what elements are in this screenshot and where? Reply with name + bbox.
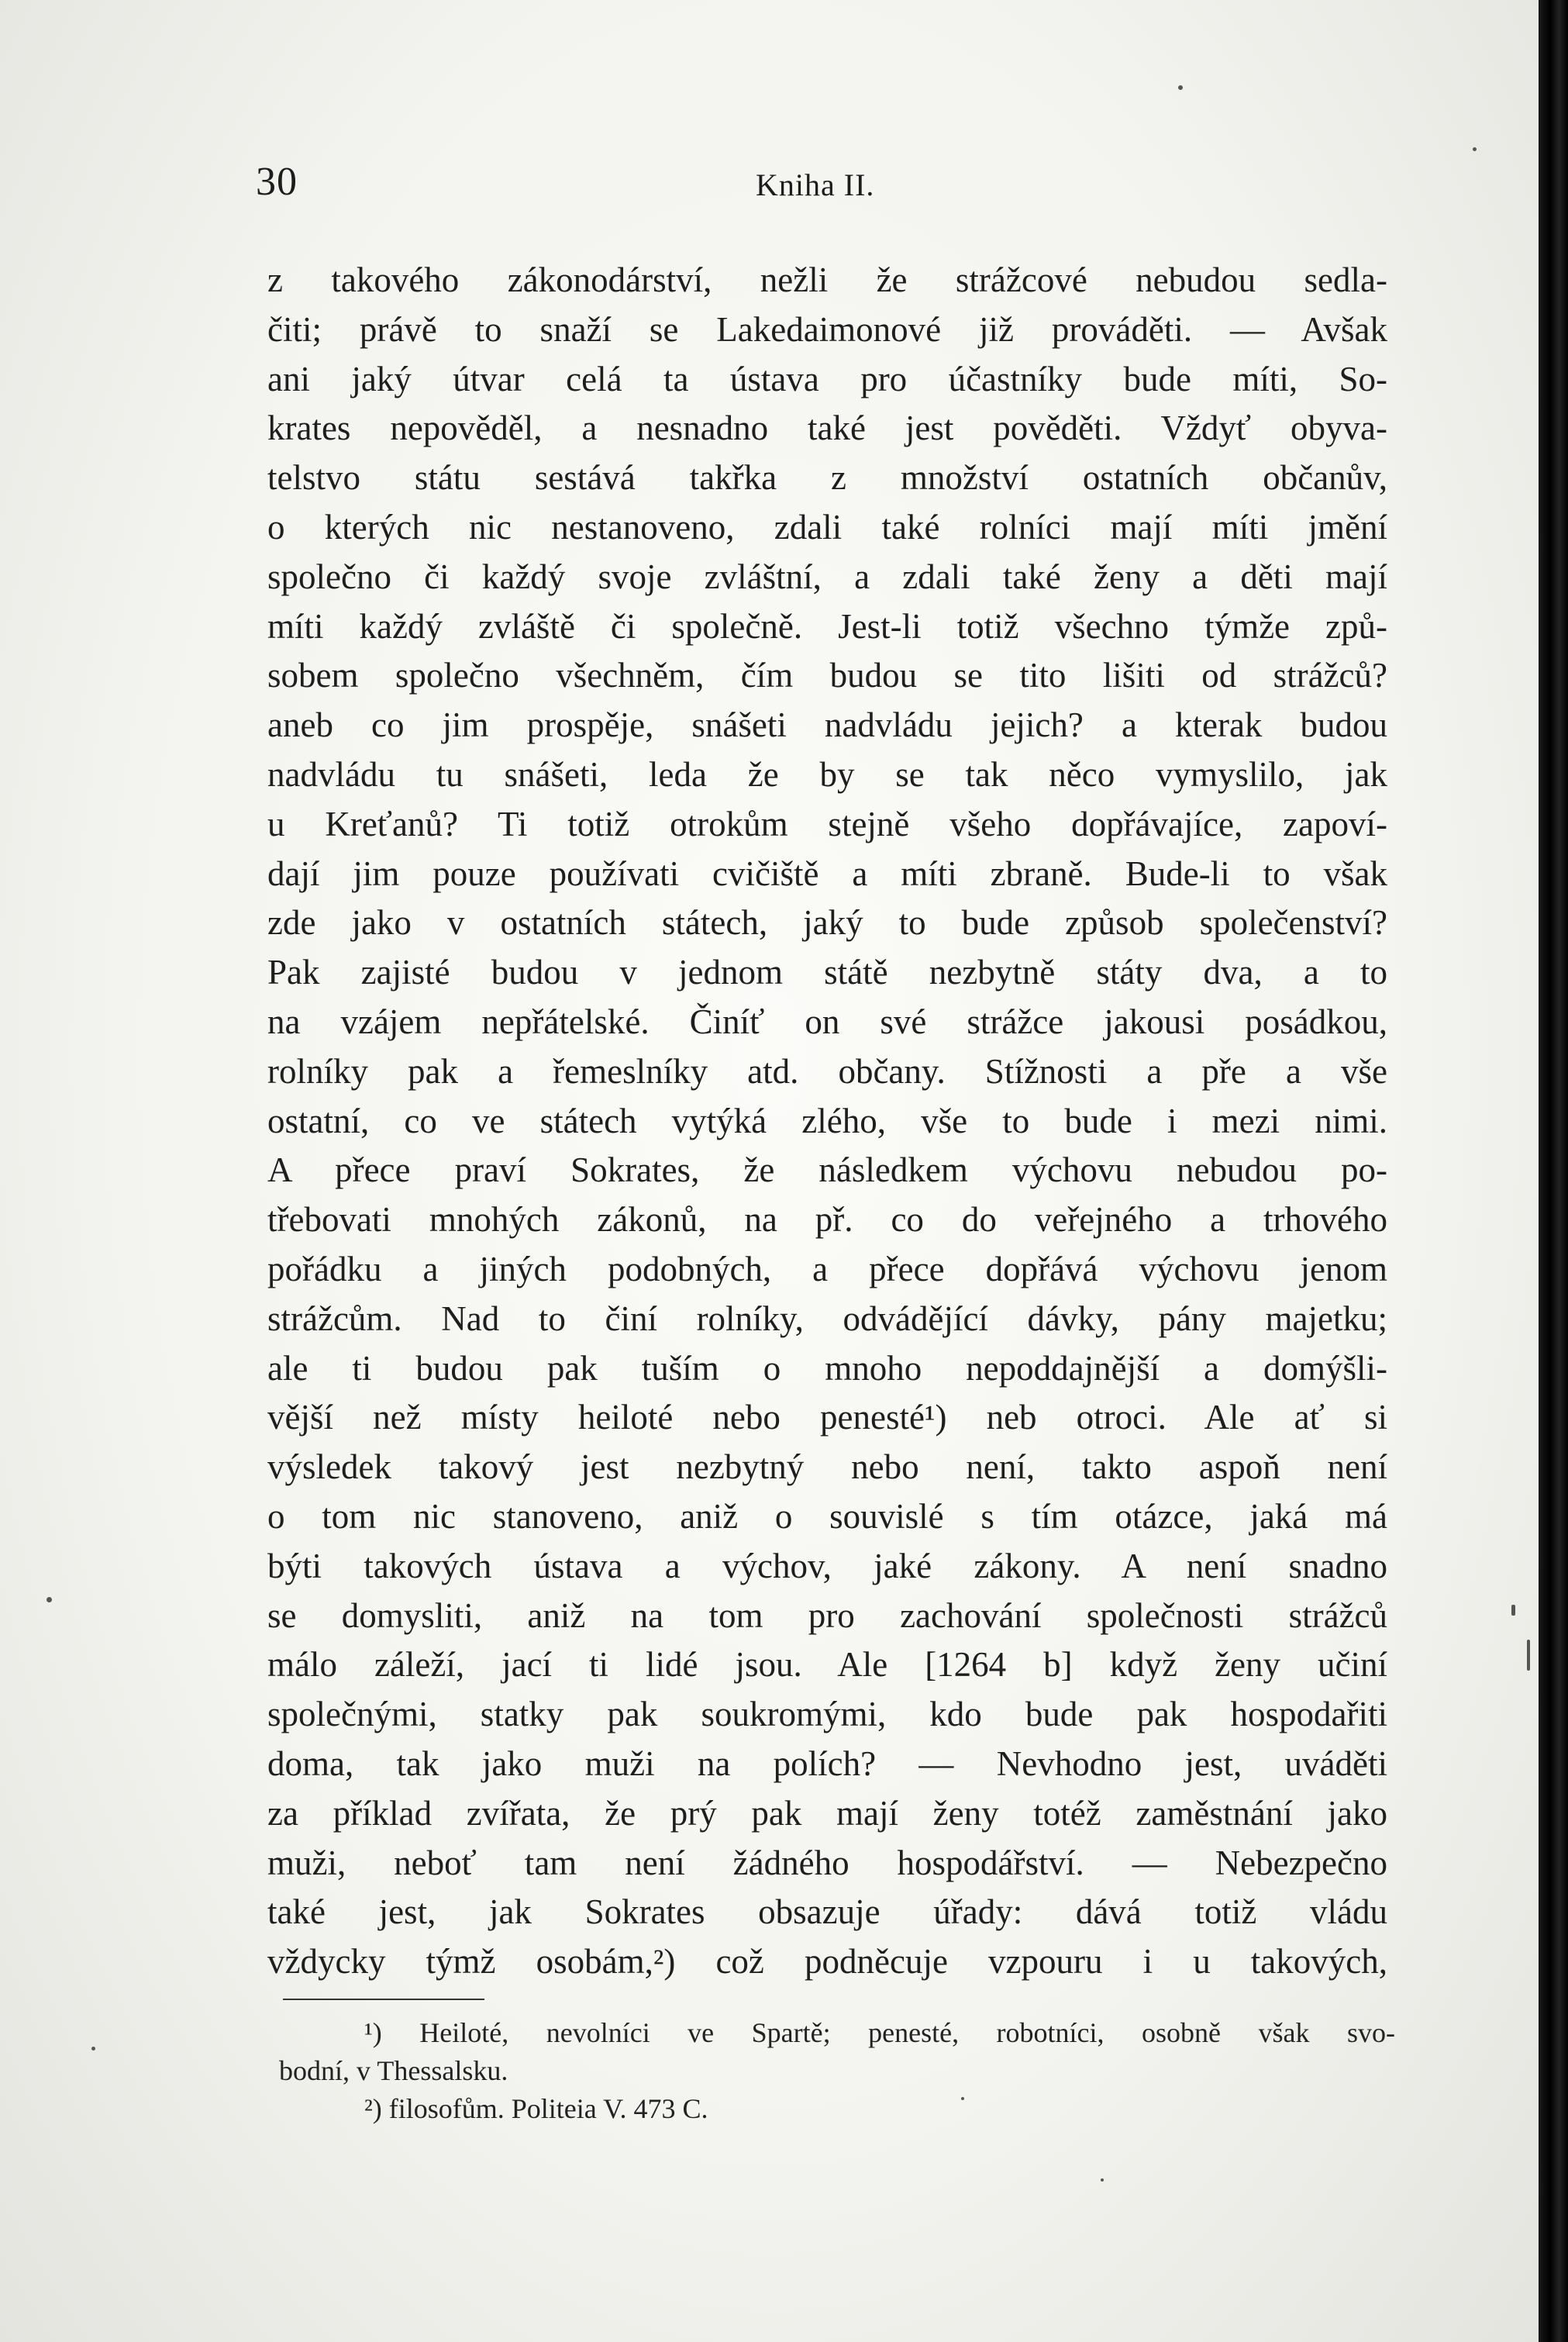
text-line: býti takových ústava a výchov, jaké zákony. A není snadno xyxy=(267,1546,1387,1585)
page-number: 30 xyxy=(256,160,298,204)
text-line: o kterých nic nestanoveno, zdali také rolníci mají míti jmění xyxy=(267,507,1387,547)
text-line: aneb co jim prospěje, snášeti nadvládu jejich? a kterak budou xyxy=(267,705,1387,745)
text-line: u Kreťanů? Ti totiž otrokům stejně všeho dopřávajíce, zapoví- xyxy=(267,804,1387,843)
text-line: nadvládu tu snášeti, leda že by se tak něco vymyslilo, jak xyxy=(267,754,1387,794)
text-line: třebovati mnohých zákonů, na př. co do veřejného a trhového xyxy=(267,1200,1387,1240)
text-line: telstvo státu sestává takřka z množství ostatních občanův, xyxy=(267,458,1387,498)
page-header xyxy=(256,159,1395,213)
text-line: na vzájem nepřátelské. Činíť on své strážce jakousi posádkou, xyxy=(267,1002,1387,1041)
text-line: rolníky pak a řemeslníky atd. občany. Stížnosti a pře a vše xyxy=(267,1051,1387,1091)
text-line: strážcům. Nad to činí rolníky, odvádějící dávky, pány majetku; xyxy=(267,1299,1387,1338)
text-line: vždycky týmž osobám,²) což podněcuje vzpouru i u takových, xyxy=(267,1942,1387,1982)
text-line: sobem společno všechněm, čím budou se tito lišiti od strážců? xyxy=(267,656,1387,695)
footnote-divider xyxy=(283,1999,484,2000)
text-line: pořádku a jiných podobných, a přece dopřává výchovu jenom xyxy=(267,1249,1387,1288)
text-line: zde jako v ostatních státech, jaký to bude způsob společenství? xyxy=(267,903,1387,943)
scan-speck xyxy=(1101,2178,1104,2182)
text-line: také jest, jak Sokrates obsazuje úřady: dává totiž vládu xyxy=(267,1892,1387,1932)
text-line: výsledek takový jest nezbytný nebo není, takto aspoň není xyxy=(267,1447,1387,1487)
text-line: ale ti budou pak tuším o mnoho nepoddajnější a domýšli- xyxy=(267,1348,1387,1388)
scan-edge xyxy=(1539,0,1568,2342)
footnote-2: ²) filosofům. Politeia V. 473 C. xyxy=(364,2093,708,2124)
text-line: muži, neboť tam není žádného hospodářství. — Nebezpečno xyxy=(267,1843,1387,1882)
scan-speck xyxy=(91,2047,95,2051)
text-line: čiti; právě to snaží se Lakedaimonové již prováděti. — Avšak xyxy=(267,309,1387,349)
scan-speck xyxy=(1527,1640,1530,1671)
text-line: Pak zajisté budou v jednom státě nezbytně státy dva, a to xyxy=(267,953,1387,992)
text-line: vější než místy heiloté nebo penesté¹) neb otroci. Ale ať si xyxy=(267,1398,1387,1437)
scan-speck xyxy=(1511,1605,1515,1616)
text-line: za příklad zvířata, že prý pak mají ženy totéž zaměstnání jako xyxy=(267,1793,1387,1833)
scan-speck xyxy=(1178,85,1183,90)
footnote-1: ¹) Heiloté, nevolníci ve Spartě; penesté, robotníci, osobně však svo- xyxy=(364,2017,1395,2048)
text-line: ani jaký útvar celá ta ústava pro účastníky bude míti, So- xyxy=(267,359,1387,398)
text-line: společnými, statky pak soukromými, kdo bude pak hospodařiti xyxy=(267,1695,1387,1734)
scan-speck xyxy=(961,2097,964,2100)
text-line: z takového zákonodárství, nežli že strážcové nebudou sedla- xyxy=(267,260,1387,299)
text-line: málo záleží, jací ti lidé jsou. Ale [1264 b] když ženy učiní xyxy=(267,1645,1387,1685)
body-text xyxy=(267,256,1387,1987)
running-head: Kniha II. xyxy=(756,167,875,202)
text-line: A přece praví Sokrates, že následkem výchovu nebudou po- xyxy=(267,1150,1387,1190)
footnotes xyxy=(279,2014,1395,2128)
scan-speck xyxy=(1473,147,1477,151)
scan-speck xyxy=(47,1597,52,1602)
text-line: doma, tak jako muži na polích? — Nevhodno jest, uváděti xyxy=(267,1744,1387,1783)
footnote-1-continued: bodní, v Thessalsku. xyxy=(279,2055,508,2086)
text-line: společno či každý svoje zvláštní, a zdali také ženy a děti mají xyxy=(267,557,1387,596)
text-line: ostatní, co ve státech vytýká zlého, vše to bude i mezi nimi. xyxy=(267,1101,1387,1140)
text-line: dají jim pouze používati cvičiště a míti zbraně. Bude-li to však xyxy=(267,854,1387,893)
text-line: krates nepověděl, a nesnadno také jest pověděti. Vždyť obyva- xyxy=(267,409,1387,448)
text-line: míti každý zvláště či společně. Jest-li totiž všechno týmže způ- xyxy=(267,606,1387,646)
text-line: se domysliti, aniž na tom pro zachování společnosti strážců xyxy=(267,1595,1387,1635)
text-line: o tom nic stanoveno, aniž o souvislé s tím otázce, jaká má xyxy=(267,1496,1387,1536)
